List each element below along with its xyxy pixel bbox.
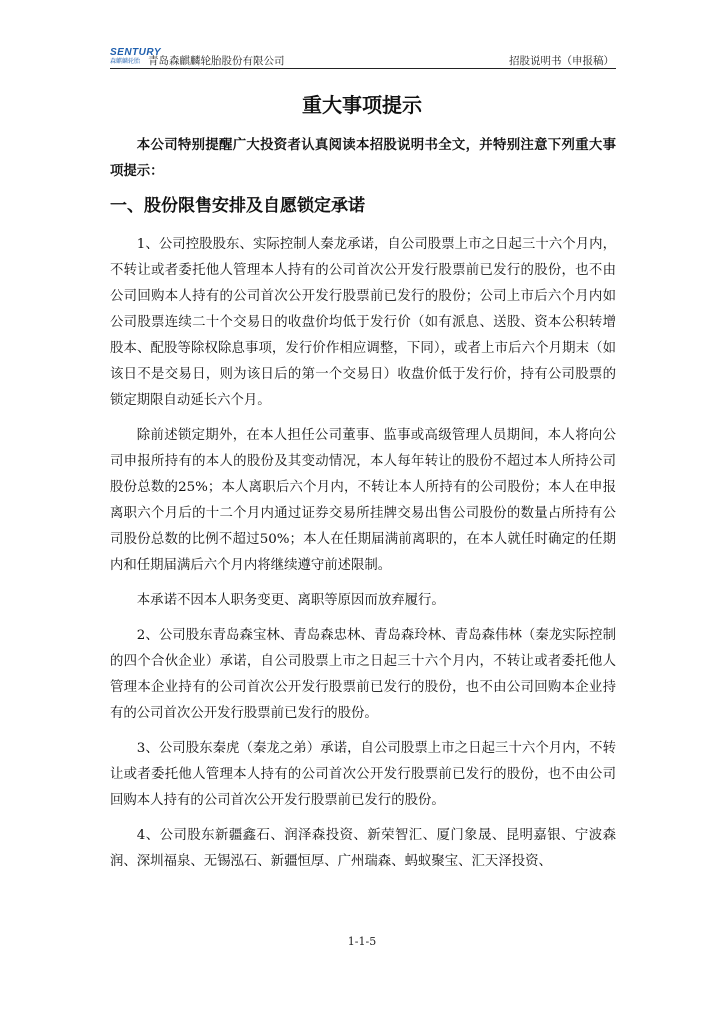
- logo-text: SENTURY: [110, 47, 162, 58]
- header-document-type: 招股说明书（申报稿）: [509, 55, 614, 67]
- paragraph-2: 除前述锁定期外，在本人担任公司董事、监事或高级管理人员期间，本人将向公司申报所持有的本人的股份及其变动情况，本人每年转让的股份不超过本人所持公司股份总数的25%；本人离职后六个月内，不转让本人所持有的公司股份；本人在申报离职六个月后的十二个月内通过证券交易所挂牌交易出售公司股份的数量占所持有公司股份总数的比例不超过50%；本人在任期届满前离职的，在本人就任时确定的任期内和任期届满后六个月内将继续遵守前述限制。: [110, 428, 616, 573]
- paragraph-6: 4、公司股东新疆鑫石、润泽森投资、新荣智汇、厦门象晟、昆明嘉银、宁波森润、深圳福泉、无锡泓石、新疆恒厚、广州瑞森、蚂蚁聚宝、汇天泽投资、: [110, 828, 616, 869]
- document-body: [110, 132, 616, 875]
- page-header: [110, 46, 616, 69]
- page-number: 1-1-5: [347, 935, 377, 948]
- paragraph-3: 本承诺不因本人职务变更、离职等原因而放弃履行。: [136, 593, 445, 608]
- logo-subtext: 森麒麟轮胎: [110, 58, 141, 65]
- paragraph-4: 2、公司股东青岛森宝林、青岛森忠林、青岛森玲林、青岛森伟林（秦龙实际控制的四个合伙企业）承诺，自公司股票上市之日起三十六个月内，不转让或者委托他人管理本企业持有的公司首次公开发行股票前已发行的股份，也不由公司回购本企业持有的公司首次公开发行股票前已发行的股份。: [110, 628, 616, 721]
- section-heading: 一、股份限售安排及自愿锁定承诺: [110, 196, 365, 216]
- page-title: 重大事项提示: [302, 93, 422, 117]
- header-company-name: 青岛森麒麟轮胎股份有限公司: [148, 55, 285, 67]
- intro-paragraph: 本公司特别提醒广大投资者认真阅读本招股说明书全文，并特别注意下列重大事项提示：: [110, 137, 616, 179]
- paragraph-1: 1、公司控股股东、实际控制人秦龙承诺，自公司股票上市之日起三十六个月内，不转让或者委托他人管理本人持有的公司首次公开发行股票前已发行的股份，也不由公司回购本人持有的公司首次公开发行股票前已发行的股份；公司上市后六个月内如公司股票连续二十个交易日的收盘价均低于发行价（如有派息、送股、资本公积转增股本、配股等除权除息事项，发行价作相应调整，下同），或者上市后六个月期末（如该日不是交易日，则为该日后的第一个交易日）收盘价低于发行价，持有公司股票的锁定期限自动延长六个月。: [110, 237, 616, 408]
- paragraph-5: 3、公司股东秦虎（秦龙之弟）承诺，自公司股票上市之日起三十六个月内，不转让或者委托他人管理本人持有的公司首次公开发行股票前已发行的股份，也不由公司回购本人持有的公司首次公开发行股票前已发行的股份。: [110, 741, 616, 808]
